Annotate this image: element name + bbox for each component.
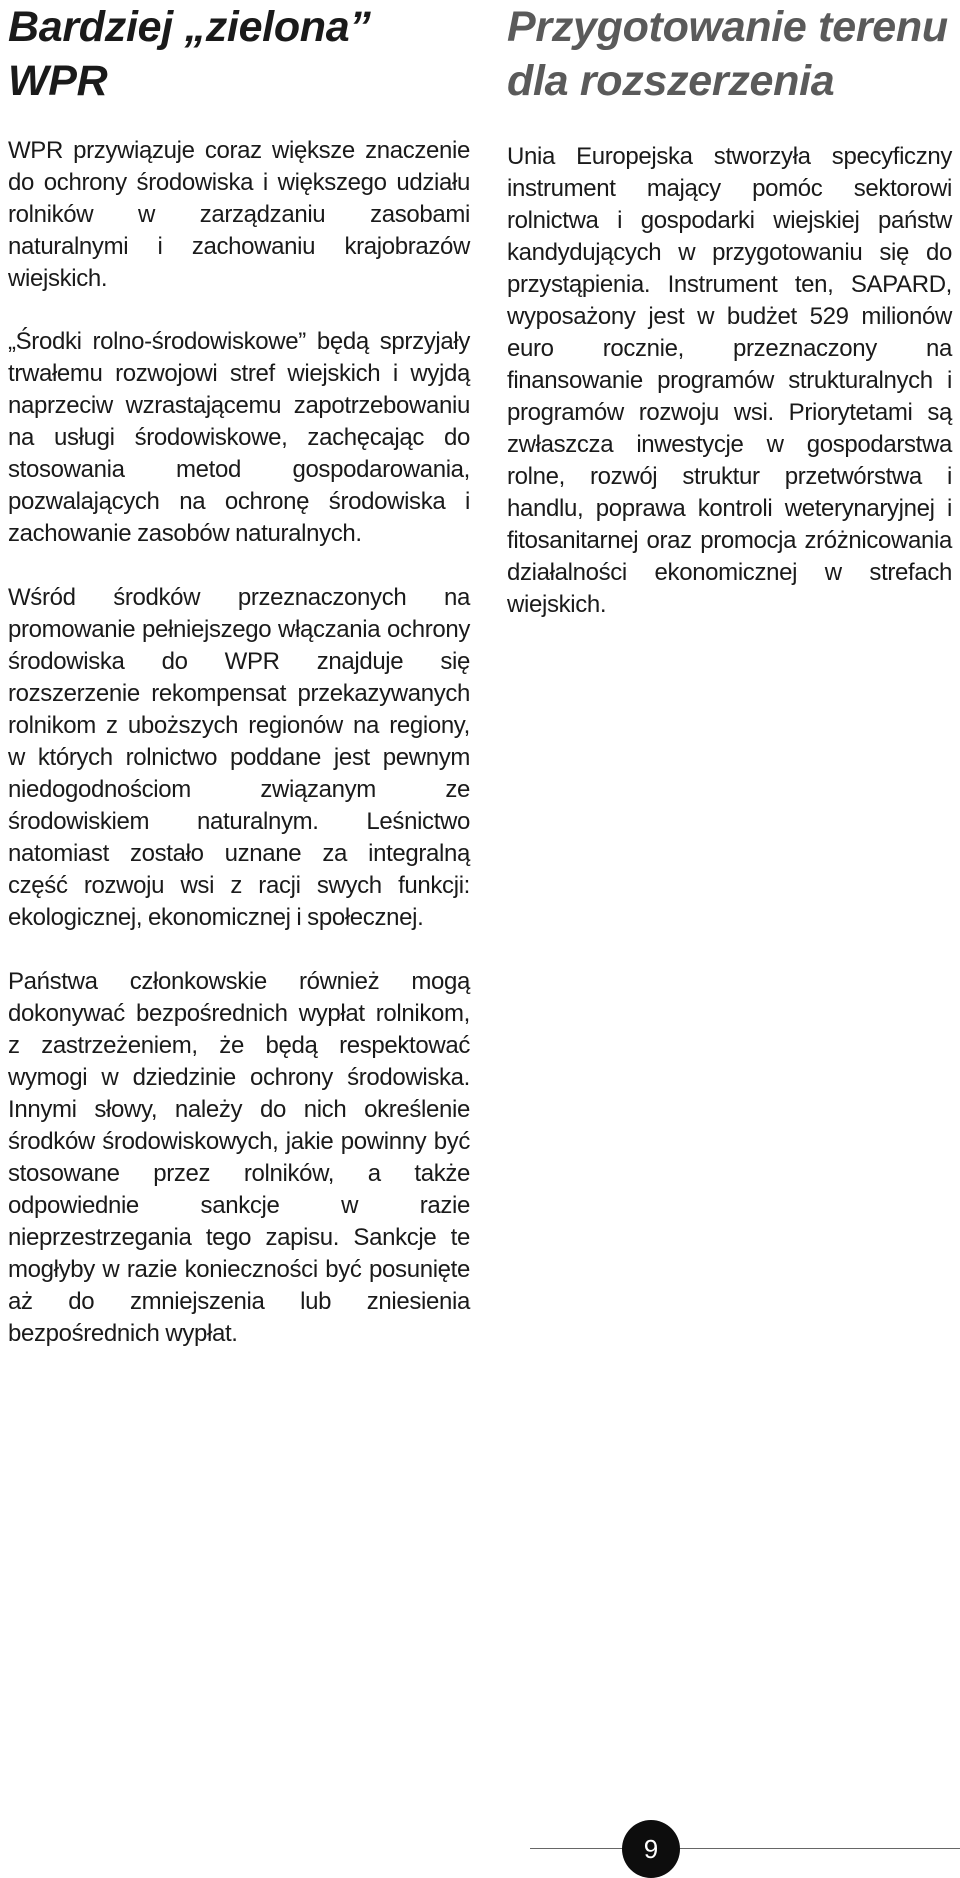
page-number-badge: 9 (622, 1820, 680, 1878)
heading-line-1: Przygotowanie terenu (507, 3, 948, 51)
paragraph-agri-environment-measures: „Środki rolno-środowiskowe” będą sprzyjały trwałemu rozwojowi stref wiejskich i wyjdą naprzeciw wzrastającemu zapotrzebowaniu na usługi środowiskowe, zachęcając do stosowania metod gospodarowania, pozwalających na ochronę środowiska i zachowanie zasobów naturalnych. (8, 328, 470, 547)
section-heading-greener-cap: Bardziej „zielona” WPR (8, 3, 371, 105)
paragraph-intro: WPR przywiązuje coraz większe znaczenie do ochrony środowiska i większego udziału rolników w zarządzaniu zasobami naturalnymi i zachowaniu krajobrazów wiejskich. (8, 137, 470, 292)
footer-rule (530, 1848, 960, 1849)
heading-line-2: dla rozszerzenia (507, 57, 835, 105)
section-heading-enlargement (507, 0, 952, 108)
left-column (8, 0, 470, 1350)
paragraph-sapard: Unia Europejska stworzyła specyficzny instrument mający pomóc sektorowi rolnictwa i gospodarki wiejskiej państw kandydujących w przygotowaniu się do przystąpienia. Instrument ten, SAPARD, wyposażony jest w budżet 529 milionów euro rocznie, przeznaczony na finansowanie programów strukturalnych i programów rozwoju wsi. Priorytetami są zwłaszcza inwestycje w gospodarstwa rolne, rozwój struktur przetwórstwa i handlu, poprawa kontroli weterynaryjnej i fitosanitarnej oraz promocja zróżnicowania działalności ekonomicznej w strefach wiejskich. (507, 143, 952, 618)
right-column (507, 0, 952, 621)
paragraph-compensation-forestry: Wśród środków przeznaczonych na promowanie pełniejszego włączania ochrony środowiska do WPR znajduje się rozszerzenie rekompensat przekazywanych rolnikom z uboższych regionów na regiony, w których rolnictwo poddane jest pewnym niedogodnościom związanym ze środowiskiem naturalnym. Leśnictwo natomiast zostało uznane za integralną część rozwoju wsi z racji swych funkcji: ekologicznej, ekonomicznej i społecznej. (8, 584, 470, 931)
paragraph-direct-payments: Państwa członkowskie również mogą dokonywać bezpośrednich wypłat rolnikom, z zastrzeżeniem, że będą respektować wymogi w dziedzinie ochrony środowiska. Innymi słowy, należy do nich określenie środków środowiskowych, jakie powinny być stosowane przez rolników, a także odpowiednie sankcje w razie nieprzestrzegania tego zapisu. Sankcje te mogłyby w razie konieczności być posunięte aż do zmniejszenia lub zniesienia bezpośrednich wypłat. (8, 968, 470, 1347)
